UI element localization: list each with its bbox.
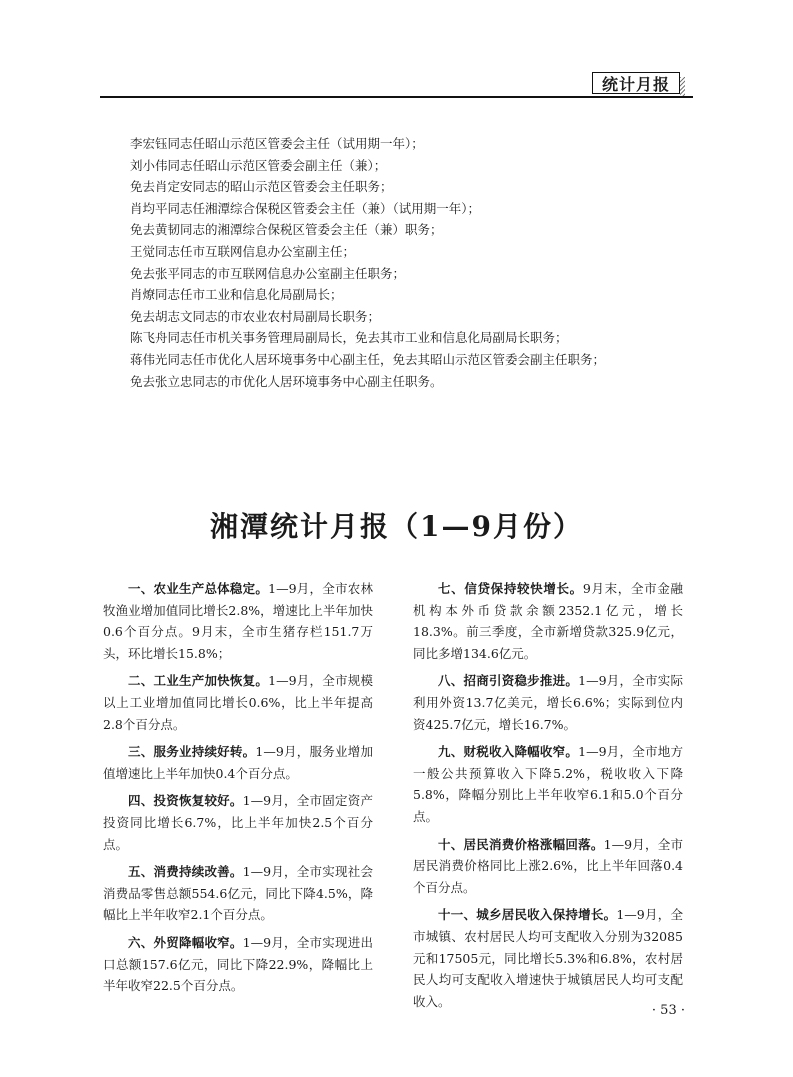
appointment-item: 肖均平同志任湘潭综合保税区管委会主任（兼）（试用期一年）； [130,200,481,216]
section-body: 1—9月，全市实际利用外资13.7亿美元，增长6.6%；实际到位内资425.7亿元，增长16.7%。 [413,673,683,732]
appointment-item: 陈飞舟同志任市机关事务管理局副局长，免去其市工业和信息化局副局长职务； [130,330,568,346]
section-heading: 九、财税收入降幅收窄。 [438,744,579,760]
section-paragraph [413,834,683,899]
appointment-item: 免去张立忠同志的市优化人居环境事务中心副主任职务。 [130,373,443,389]
section-body: 1—9月，服务业增加值增速比上半年加快0.4个百分点。 [103,744,373,781]
section-heading: 五、消费持续改善。 [128,864,243,880]
section-heading: 八、招商引资稳步推进。 [438,673,579,689]
section-paragraph [103,741,373,784]
section-heading: 十一、城乡居民收入保持增长。 [438,907,617,923]
section-paragraph [103,670,373,735]
section-heading: 六、外贸降幅收窄。 [128,934,243,950]
appointment-item: 蒋伟光同志任市优化人居环境事务中心副主任，免去其昭山示范区管委会副主任职务； [130,351,606,367]
section-body: 1—9月，全市地方一般公共预算收入下降5.2%，税收收入下降5.8%，降幅分别比上半年收窄6.1和5.0个百分点。 [413,744,683,824]
appointment-item: 李宏钰同志任昭山示范区管委会主任（试用期一年）； [130,136,424,151]
section-body: 1—9月，全市农林牧渔业增加值同比增长2.8%，增速比上半年加快0.6个百分点。9月末，全市生猪存栏151.7万头，环比增长15.8%； [103,581,373,661]
section-body: 1—9月，全市实现进出口总额157.6亿元，同比下降22.9%，降幅比上半年收窄22.5个百分点。 [103,934,373,994]
section-paragraph [103,932,373,997]
section-paragraph [103,790,373,855]
section-paragraph [413,904,683,1012]
left-column [103,578,373,1003]
section-heading: 一、农业生产总体稳定。 [128,581,269,596]
section-body: 1—9月，全市规模以上工业增加值同比增长0.6%，比上半年提高2.8个百分点。 [103,673,373,732]
appointment-item: 免去张平同志的市互联网信息办公室副主任职务； [130,265,406,281]
section-label-text: 统计月报 [601,74,670,94]
appointment-item: 王觉同志任市互联网信息办公室副主任； [130,243,356,259]
appointment-item: 免去胡志文同志的市农业农村局副局长职务； [130,308,381,324]
header-divider [100,96,693,98]
appointment-list [130,133,670,392]
section-paragraph [413,578,683,664]
section-heading: 三、服务业持续好转。 [128,744,256,760]
section-heading: 七、信贷保持较快增长。 [438,581,583,596]
appointment-item: 肖燎同志任市工业和信息化局副局长； [130,287,343,303]
page-number: · 53 · [651,1003,685,1018]
section-heading: 十、居民消费价格涨幅回落。 [438,836,604,852]
section-body: 9月末，全市金融机构本外币贷款余额2352.1亿元，增长18.3%。前三季度，全市新增贷款325.9亿元，同比多增134.6亿元。 [413,581,683,661]
appointment-item: 免去肖定安同志的昭山示范区管委会主任职务； [130,179,393,195]
section-paragraph [103,578,373,664]
section-body: 1—9月，全市实现社会消费品零售总额554.6亿元，同比下降4.5%，降幅比上半年收窄2.1个百分点。 [103,864,373,923]
section-label [592,72,680,94]
section-paragraph [103,861,373,926]
right-column [413,578,683,1018]
article-title: 湘潭统计月报（1—9月份） [210,510,583,543]
section-body: 1—9月，全市固定资产投资同比增长6.7%，比上半年加快2.5个百分点。 [103,793,373,852]
section-heading: 二、工业生产加快恢复。 [128,673,269,689]
appointment-item: 免去黄韧同志的湘潭综合保税区管委会主任（兼）职务； [130,222,443,238]
section-heading: 四、投资恢复较好。 [128,793,243,809]
section-paragraph [413,741,683,827]
section-body: 1—9月，全市居民消费价格同比上涨2.6%，比上半年回落0.4个百分点。 [413,836,683,895]
section-body: 1—9月，全市城镇、农村居民人均可支配收入分别为32085元和17505元，同比增长5.3%和6.8%，农村居民人均可支配收入增速快于城镇居民人均可支配收入。 [413,907,683,1009]
appointment-item: 刘小伟同志任昭山示范区管委会副主任（兼）； [130,157,387,173]
section-paragraph [413,670,683,735]
